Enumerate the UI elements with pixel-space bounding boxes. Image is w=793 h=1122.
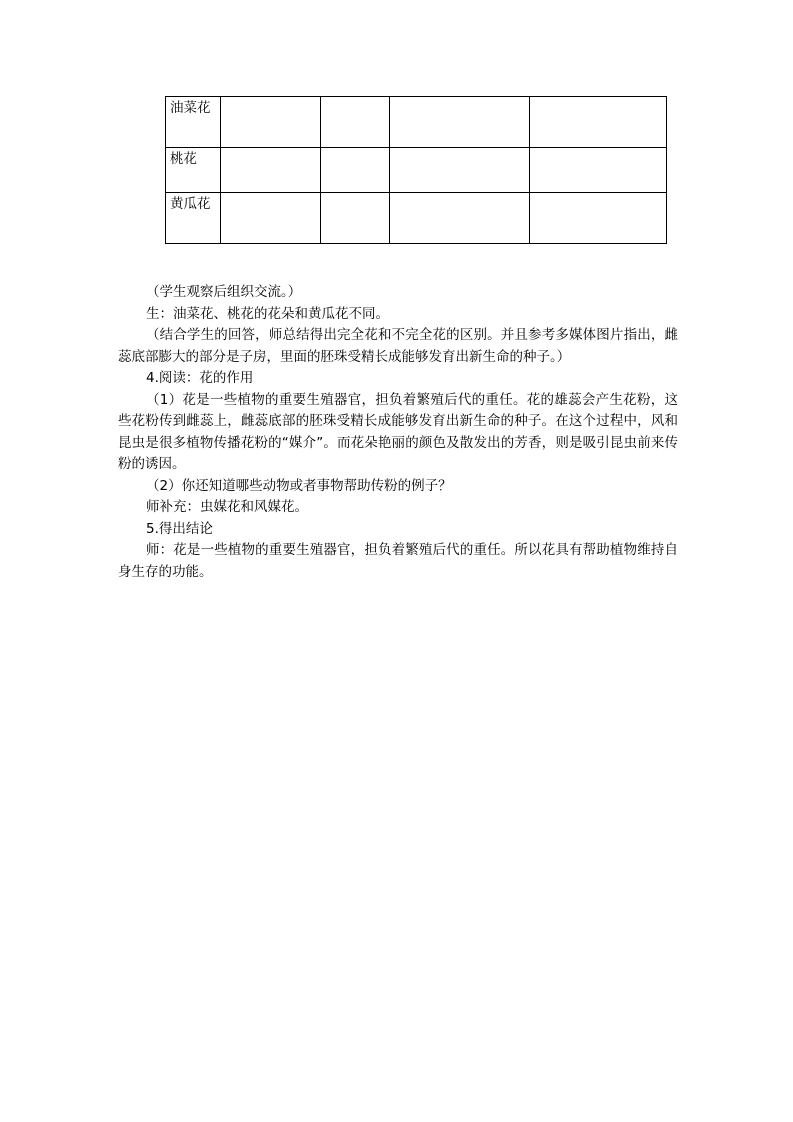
empty-cell — [390, 193, 530, 244]
student-observation-note: （学生观察后组织交流。） — [146, 284, 302, 300]
flower-name-cell: 桃花 — [166, 148, 221, 193]
lesson-body — [118, 282, 678, 583]
empty-cell — [221, 97, 321, 148]
reading-paragraph-1: （1）花是一些植物的重要生殖器官，担负着繁殖后代的重任。花的雄蕊会产生花粉，这些花粉传到雌蕊上，雌蕊底部的胚珠受精长成能够发育出新生命的种子。在这个过程中，风和昆虫是很多植物传播花粉的“媒介”。而花朵艳丽的颜色及散发出的芳香，则是吸引昆虫前来传粉的诱因。 — [118, 391, 678, 472]
section-heading-conclusion: 5.得出结论 — [146, 520, 213, 537]
table-row — [166, 97, 667, 148]
teacher-summary-note: （结合学生的回答，师总结得出完全花和不完全花的区别。并且参考多媒体图片指出，雌蕊底部膨大的部分是子房，里面的胚珠受精长成能够发育出新生命的种子。） — [118, 327, 678, 365]
table-row — [166, 193, 667, 244]
flower-name-cell: 油菜花 — [166, 97, 221, 148]
empty-cell — [321, 97, 390, 148]
empty-cell — [390, 148, 530, 193]
teacher-conclusion: 师：花是一些植物的重要生殖器官，担负着繁殖后代的重任。所以花具有帮助植物维持自身生存的功能。 — [118, 542, 678, 580]
empty-cell — [390, 97, 530, 148]
empty-cell — [221, 148, 321, 193]
empty-cell — [530, 97, 667, 148]
empty-cell — [530, 193, 667, 244]
teacher-supplement: 师补充：虫媒花和风媒花。 — [146, 499, 308, 515]
table-row — [166, 148, 667, 193]
flower-comparison-table — [165, 96, 667, 244]
empty-cell — [530, 148, 667, 193]
section-heading-reading: 4.阅读：花的作用 — [146, 370, 254, 386]
empty-cell — [321, 193, 390, 244]
reading-question-2: （2）你还知道哪些动物或者事物帮助传粉的例子？ — [146, 477, 452, 494]
empty-cell — [221, 193, 321, 244]
student-answer: 生：油菜花、桃花的花朵和黄瓜花不同。 — [146, 305, 389, 322]
empty-cell — [321, 148, 390, 193]
flower-name-cell: 黄瓜花 — [166, 193, 221, 244]
